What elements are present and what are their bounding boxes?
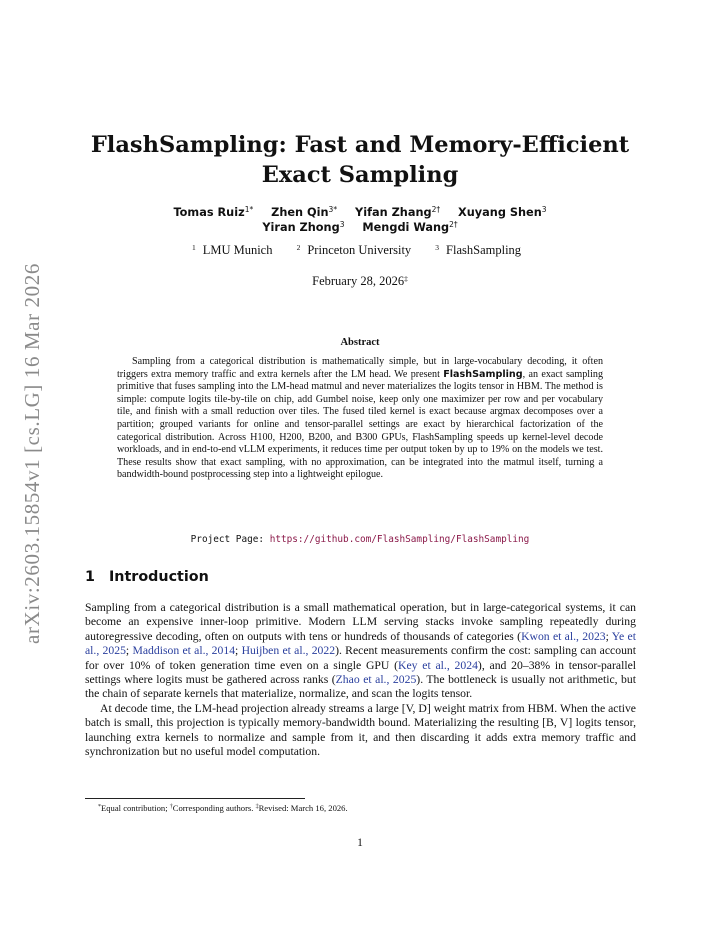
affiliation: $^2$ Princeton University [296,243,412,257]
author: Zhen Qin$^{3*}$ [271,205,338,219]
author-affiliation-mark: 3 [339,220,345,229]
affiliation: $^3$ FlashSampling [435,243,522,257]
author-affiliation-mark: 2† [449,220,458,229]
author-line-2 [80,220,640,235]
intro-paragraph-2: At decode time, the LM-head projection already streams a large [V, D] weight matrix from HBM. When the active batch is small, this projection is typically memory-bandwidth bound. Materializing the resulting [B, V] logits tensor, launching extra kernels to normalize and sample from it, and then discarding it adds extra memory traffic and synchronization but no useful model computation. [85,702,636,759]
citation-link[interactable]: Kwon et al., 2023 [521,629,606,643]
author: Mengdi Wang$^{2\dagger}$ [362,220,458,234]
method-name: FlashSampling [443,368,523,380]
paper-title: FlashSampling: Fast and Memory-Efficient Exact Sampling [90,132,630,188]
author-affiliation-mark: 1* [244,205,254,214]
abstract-heading: Abstract [340,337,380,348]
arxiv-identifier-text: arXiv:2603.15854v1 [cs.LG] 16 Mar 2026 [19,262,44,644]
author-line-1 [80,205,640,220]
date-footnote-mark: ‡ [404,274,408,283]
citation-link[interactable]: Ye et al., 2025 [85,629,636,658]
section-heading [85,569,209,585]
page-number: 1 [357,837,363,849]
footnote: *Equal contribution; †Corresponding authors. ‡Revised: March 16, 2026. [98,803,348,813]
section-number: 1 [85,569,95,585]
project-page-label: Project Page: [190,534,270,545]
author: Xuyang Shen$^3$ [458,205,547,219]
intro-paragraph-1: Sampling from a categorical distribution is a small mathematical operation, but in large-categorical systems, it can become an expensive inner-loop primitive. Modern LLM serving stacks invoke sampling repeatedly during autoregressive decoding, often on outputs with tens or hundreds of thousands of categories (Kwon et al., 2023; Ye et al., 2025; Maddison et al., 2014; Huijben et al., 2022). Recent measurements confirm the cost: sampling can account for over 10% of token generation time even on a single GPU (Key et al., 2024), and 20–38% in tensor-parallel settings where logits must be gathered across ranks (Zhao et al., 2025). The bottleneck is usually not arithmetic, but the chain of separate kernels that materialize, normalize, and scan the logits tensor. [85,601,637,701]
citation-link[interactable]: Key et al., 2024 [398,658,478,672]
affiliations [80,243,640,258]
author: Yifan Zhang$^{2\dagger}$ [355,205,441,219]
affiliation: $^1$ LMU Munich [191,243,273,257]
footnote-divider [85,798,305,799]
project-page-link[interactable]: https://github.com/FlashSampling/FlashSampling [269,534,530,545]
author-affiliation-mark: 3 [541,205,547,214]
project-page [80,534,640,545]
paper-date: February 28, 2026‡ [312,274,408,288]
author-affiliation-mark: 2† [431,205,441,214]
author: Yiran Zhong$^3$ [262,220,345,234]
citation-link[interactable]: Maddison et al., 2014 [132,644,236,658]
abstract-body: Sampling from a categorical distribution is mathematically simple, but in large-vocabulary decoding, it often triggers extra memory traffic and extra kernels after the LM head. We present FlashSampling, an exact sampling primitive that fuses sampling into the LM-head matmul and never materializes the logits tensor in HBM. The method is simple: compute logits tile-by-tile on chip, add Gumbel noise, keep only one maximizer per row and per vocabulary tile, and finish with a small reduction over tiles. The fused tiled kernel is exact because argmax decomposes over a partition; grouped variants for online and tensor-parallel settings are exact by hierarchical factorization of the categorical distribution. Across H100, H200, B200, and B300 GPUs, FlashSampling speeds up kernel-level decode workloads, and in end-to-end vLLM experiments, it reduces time per output token by up to 19% on the models we test. These results show that exact sampling, with no approximation, can be integrated into the matmul itself, turning a bandwidth-bound postprocessing step into a lightweight epilogue. [117,356,604,481]
citation-link[interactable]: Huijben et al., 2022 [241,644,336,658]
arxiv-identifier-stamp [10,258,54,648]
citation-link[interactable]: Zhao et al., 2025 [335,673,417,687]
section-title: Introduction [108,569,209,585]
author: Tomas Ruiz$^{1*}$ [173,205,254,219]
author-affiliation-mark: 3* [328,205,338,214]
